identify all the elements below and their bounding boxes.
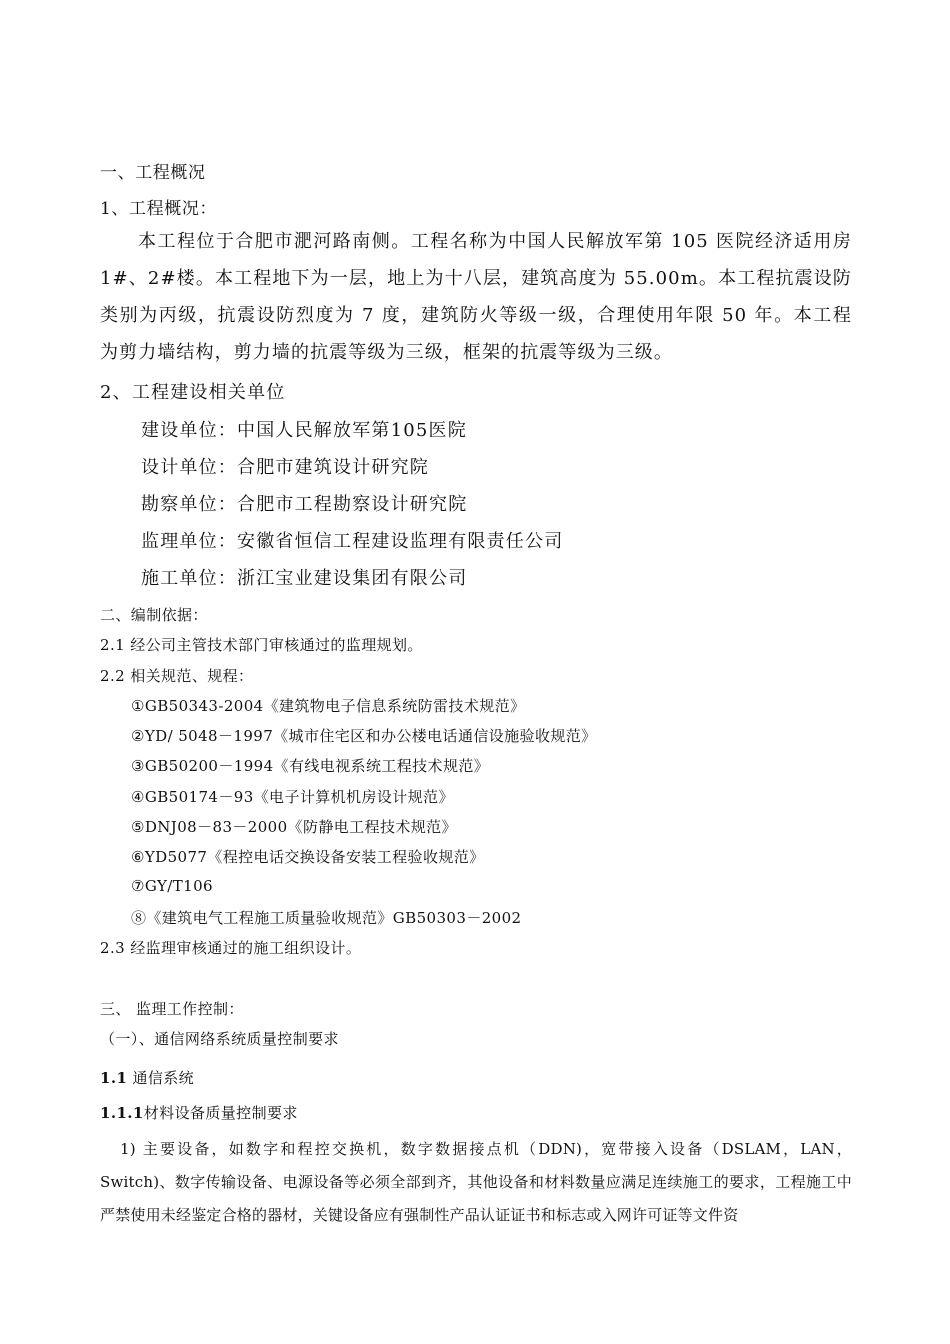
standard-item: ⑦GY/T106 [131, 877, 213, 895]
heading-1-1-1-text: 材料设备质量控制要求 [143, 1104, 298, 1122]
standard-item: ⑥YD5077《程控电话交换设备安装工程验收规范》 [131, 848, 485, 866]
unit-surveyor: 勘察单位：合肥市工程勘察设计研究院 [141, 494, 468, 515]
section1-paragraph: 本工程位于合肥市淝河路南侧。工程名称为中国人民解放军第 105 医院经济适用房 1#、2#楼。本工程地下为一层，地上为十八层，建筑高度为 55.00m。本工程抗震设防类别为丙级，抗震设防烈度为 7 度，建筑防火等级一级，合理使用年限 50 年。本工程为剪力墙结构，剪力墙的抗震等级为三级，框架的抗震等级为三级。 [100, 231, 852, 363]
unit-contractor: 施工单位：浙江宝业建设集团有限公司 [141, 568, 468, 589]
standard-item: ③GB50200－1994《有线电视系统工程技术规范》 [131, 757, 490, 775]
standard-item: ④GB50174－93《电子计算机机房设计规范》 [131, 788, 454, 806]
section2-item22: 2.2 相关规范、规程： [100, 667, 254, 685]
unit-designer: 设计单位：合肥市建筑设计研究院 [141, 457, 429, 478]
standard-item: ⑧《建筑电气工程施工质量验收规范》GB50303－2002 [131, 909, 522, 927]
standard-item: ⑤DNJ08－83－2000《防静电工程技术规范》 [131, 818, 457, 836]
section1-heading: 一、工程概况 [100, 163, 206, 183]
section2-heading: 二、编制依据： [100, 606, 208, 624]
section3-paragraph: 1) 主要设备，如数字和程控交换机，数字数据接点机（DDN)，宽带接入设备（DSLAM，LAN，Switch)、数字传输设备、电源设备等必须全部到齐，其他设备和材料数量应满足连续施工的要求，工程施工中严禁使用未经鉴定合格的器材，关键设备应有强制性产品认证证书和标志或入网许可证等文件资 [100, 1140, 852, 1224]
standard-item: ②YD/ 5048－1997《城市住宅区和办公楼电话通信设施验收规范》 [131, 727, 597, 745]
unit-owner: 建设单位：中国人民解放军第105医院 [141, 420, 467, 441]
heading-1-1 [100, 1067, 194, 1088]
heading-1-1-1 [100, 1102, 298, 1123]
section1-sub1: 1、工程概况： [100, 199, 218, 219]
heading-1-1-text: 通信系统 [132, 1069, 195, 1087]
section2-item23: 2.3 经监理审核通过的施工组织设计。 [100, 939, 362, 957]
section1-sub2: 2、工程建设相关单位 [100, 382, 286, 403]
section3-heading: 三、 监理工作控制： [100, 1000, 244, 1018]
heading-1-1-1-number: 1.1.1 [100, 1104, 144, 1122]
standard-item: ①GB50343-2004《建筑物电子信息系统防雷技术规范》 [131, 697, 526, 715]
unit-supervisor: 监理单位：安徽省恒信工程建设监理有限责任公司 [141, 531, 564, 552]
section3-sub1: （一）、通信网络系统质量控制要求 [100, 1030, 339, 1048]
heading-1-1-number: 1.1 [100, 1069, 128, 1087]
section2-item21: 2.1 经公司主管技术部门审核通过的监理规划。 [100, 636, 423, 654]
